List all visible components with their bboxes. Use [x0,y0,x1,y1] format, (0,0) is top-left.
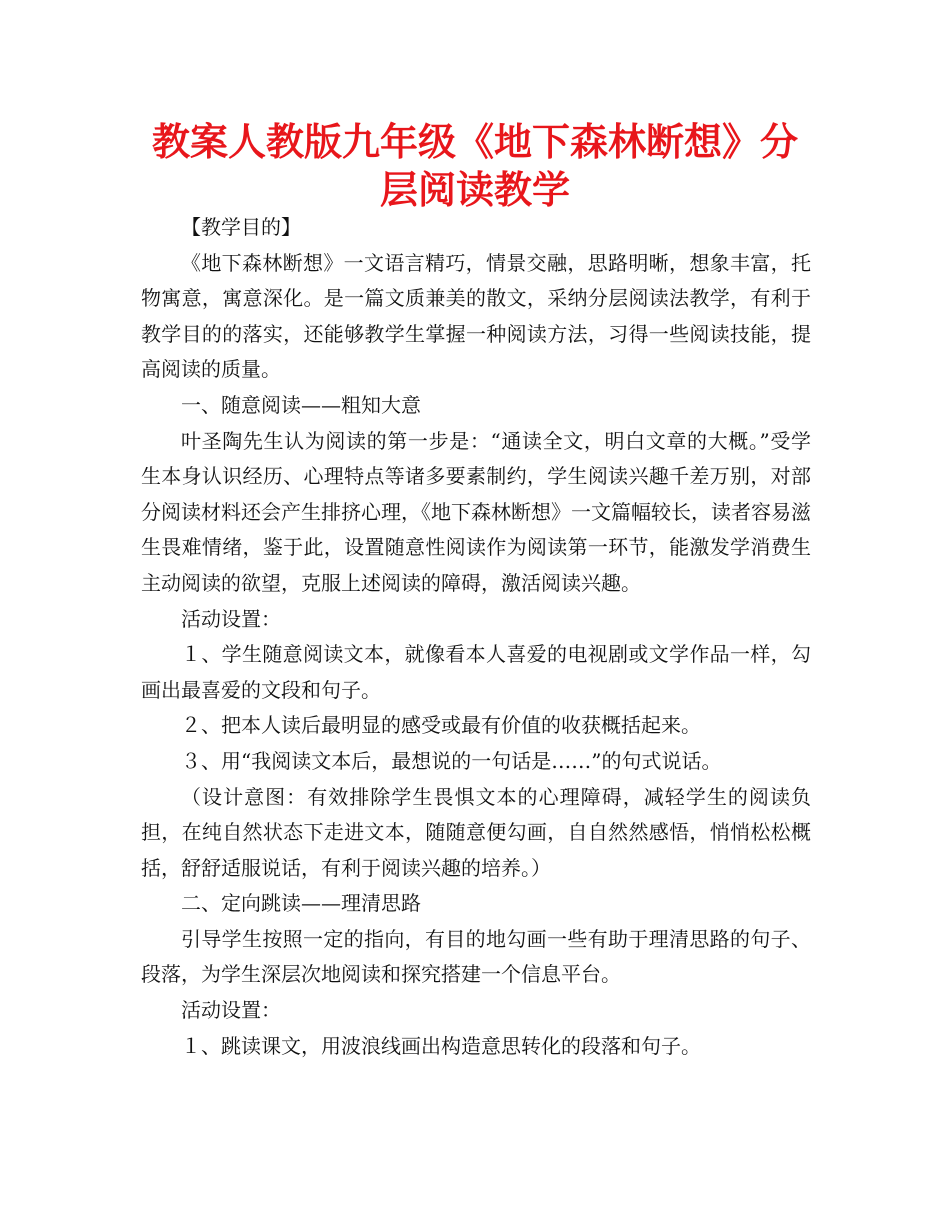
activity-item-1: １、学生随意阅读文本，就像看本人喜爱的电视剧或文学作品一样，勾画出最喜爱的文段和句子。 [141,642,811,702]
section-heading-step-one: 一、随意阅读——粗知大意 [181,392,421,417]
activity-item-3: ３、用“我阅读文本后，最想说的一句话是……”的句式说话。 [181,748,722,773]
section-heading-step-two: 二、定向跳读——理清思路 [181,891,421,916]
activity-item-2-1: １、跳读课文，用波浪线画出构造意思转化的段落和句子。 [181,1033,701,1058]
activity-label: 活动设置： [181,606,281,631]
paragraph-step-two: 引导学生按照一定的指向，有目的地勾画一些有助于理清思路的句子、段落，为学生深层次地阅读和探究搭建一个信息平台。 [141,926,811,987]
design-intent-note: （设计意图：有效排除学生畏惧文本的心理障碍，减轻学生的阅读负担，在纯自然状态下走进文本，随随意便勾画，自自然然感悟，悄悄松松概括，舒舒适服说话，有利于阅读兴趣的培养。） [141,784,811,880]
paragraph-step-one: 叶圣陶先生认为阅读的第一步是：“通读全文，明白文章的大概。”受学生本身认识经历、心理特点等诸多要素制约，学生阅读兴趣千差万别，对部分阅读材料还会产生排挤心理，《地下森林断想》一文篇幅较长，读者容易滋生畏难情绪，鉴于此，设置随意性阅读作为阅读第一环节，能激发学消费生主动阅读的欲望，克服上述阅读的障碍，激活阅读兴趣。 [141,428,811,595]
paragraph-intro: 《地下森林断想》一文语言精巧，情景交融，思路明晰，想象丰富，托物寓意，寓意深化。是一篇文质兼美的散文，采纳分层阅读法教学，有利于教学目的的落实，还能够教学生掌握一种阅读方法，习得一些阅读技能，提高阅读的质量。 [141,250,811,382]
document-body [141,210,811,1064]
section-heading-objectives: 【教学目的】 [181,215,301,239]
document-title: 教案人教版九年级《地下森林断想》分层阅读教学 [151,120,798,212]
activity-item-2: ２、把本人读后最明显的感受或最有价值的收获概括起来。 [181,713,701,738]
activity-label-2: 活动设置： [181,998,281,1023]
